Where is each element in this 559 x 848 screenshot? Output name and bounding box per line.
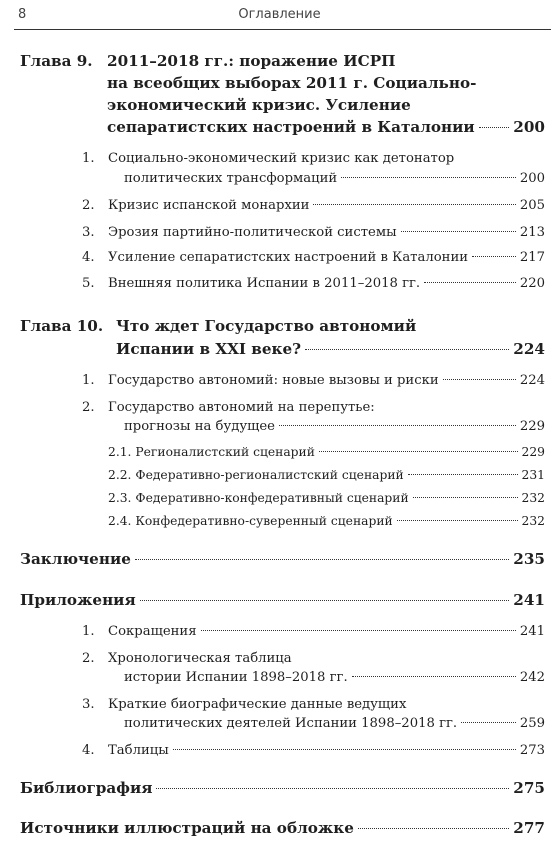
toc-subitem[interactable] xyxy=(108,491,545,505)
leader-dots xyxy=(472,256,516,257)
chapter-9-title-line: экономический кризис. Усиление xyxy=(107,96,411,114)
item-number: 4. xyxy=(82,250,95,265)
item-line: Кризис испанской монархии xyxy=(108,198,310,213)
item-line: Сокращения xyxy=(108,624,197,639)
running-title: Оглавление xyxy=(238,7,321,22)
toc-item[interactable] xyxy=(124,171,545,186)
page-ref: 220 xyxy=(519,276,545,291)
leader-dots xyxy=(397,520,518,521)
toc-subitem[interactable] xyxy=(108,445,545,459)
item-number: 5. xyxy=(82,276,95,291)
toc-item[interactable] xyxy=(108,373,545,388)
page-ref: 277 xyxy=(513,819,545,837)
subitem-label: 2.4. Конфедеративно-суверенный сценарий xyxy=(108,514,393,528)
page-ref: 200 xyxy=(513,118,545,136)
item-line: Эрозия партийно-политической системы xyxy=(108,225,397,240)
toc-item[interactable] xyxy=(108,624,545,639)
item-line: политических трансформаций xyxy=(124,171,338,186)
chapter-9-title-line: сепаратистских настроений в Каталонии xyxy=(107,118,475,136)
item-line: Усиление сепаратистских настроений в Каталонии xyxy=(108,250,469,265)
toc-item[interactable] xyxy=(108,198,545,213)
leader-dots xyxy=(156,788,509,789)
leader-dots xyxy=(461,722,516,723)
item-number: 1. xyxy=(82,373,95,388)
chapter-9-title-line: 2011–2018 гг.: поражение ИСРП xyxy=(107,52,396,70)
toc-item[interactable] xyxy=(108,276,545,291)
page-ref: 200 xyxy=(519,171,545,186)
cover-sources-label: Источники иллюстраций на обложке xyxy=(20,819,354,837)
page-ref: 224 xyxy=(513,340,545,358)
item-line: политических деятелей Испании 1898–2018 гг. xyxy=(124,716,458,731)
item-number: 2. xyxy=(82,198,95,213)
leader-dots xyxy=(401,231,516,232)
running-head xyxy=(0,0,559,30)
item-line: Государство автономий: новые вызовы и риски xyxy=(108,373,439,388)
leader-dots xyxy=(135,559,509,560)
leader-dots xyxy=(305,349,509,350)
page-ref: 241 xyxy=(519,624,545,639)
page-ref: 229 xyxy=(521,445,545,459)
leader-dots xyxy=(358,828,509,829)
page-ref: 213 xyxy=(519,225,545,240)
leader-dots xyxy=(443,379,516,380)
subitem-label: 2.3. Федеративно-конфедеративный сценарий xyxy=(108,491,409,505)
item-line: Хронологическая таблица xyxy=(108,651,292,666)
toc-item[interactable] xyxy=(124,419,545,434)
leader-dots xyxy=(279,425,516,426)
subitem-label: 2.2. Федеративно-регионалистский сценарий xyxy=(108,468,404,482)
leader-dots xyxy=(479,127,510,128)
toc-item[interactable] xyxy=(124,716,545,731)
toc-subitem[interactable] xyxy=(108,468,545,482)
leader-dots xyxy=(201,630,516,631)
item-line: прогнозы на будущее xyxy=(124,419,275,434)
toc-item[interactable] xyxy=(108,250,545,265)
item-number: 4. xyxy=(82,743,95,758)
item-line: Краткие биографические данные ведущих xyxy=(108,697,407,712)
chapter-10-entry[interactable] xyxy=(116,340,545,358)
page-ref: 205 xyxy=(519,198,545,213)
item-line: Государство автономий на перепутье: xyxy=(108,400,375,415)
page-ref: 273 xyxy=(519,743,545,758)
page-ref: 229 xyxy=(519,419,545,434)
toc-item[interactable] xyxy=(108,225,545,240)
leader-dots xyxy=(408,474,518,475)
item-number: 3. xyxy=(82,225,95,240)
chapter-10-label: Глава 10. xyxy=(20,317,104,335)
page-ref: 232 xyxy=(521,491,545,505)
page-number: 8 xyxy=(18,7,27,22)
leader-dots xyxy=(413,497,518,498)
page-ref: 259 xyxy=(519,716,545,731)
conclusion-entry[interactable] xyxy=(20,550,545,568)
item-number: 1. xyxy=(82,624,95,639)
leader-dots xyxy=(313,204,515,205)
item-number: 2. xyxy=(82,400,95,415)
header-rule xyxy=(14,29,551,30)
leader-dots xyxy=(424,282,516,283)
subitem-label: 2.1. Регионалистский сценарий xyxy=(108,445,315,459)
leader-dots xyxy=(173,749,516,750)
cover-sources-entry[interactable] xyxy=(20,819,545,837)
toc-item[interactable] xyxy=(124,670,545,685)
item-line: Внешняя политика Испании в 2011–2018 гг. xyxy=(108,276,421,291)
bibliography-label: Библиография xyxy=(20,779,153,797)
page-ref: 217 xyxy=(519,250,545,265)
conclusion-label: Заключение xyxy=(20,550,131,568)
chapter-9-entry[interactable] xyxy=(107,118,545,136)
leader-dots xyxy=(140,600,510,601)
item-line: Таблицы xyxy=(108,743,169,758)
page-ref: 231 xyxy=(521,468,545,482)
appendices-entry[interactable] xyxy=(20,591,545,609)
chapter-10-title-line: Испании в XXI веке? xyxy=(116,340,302,358)
chapter-9-label: Глава 9. xyxy=(20,52,93,70)
page-ref: 232 xyxy=(521,514,545,528)
page-ref: 275 xyxy=(513,779,545,797)
bibliography-entry[interactable] xyxy=(20,779,545,797)
page-ref: 235 xyxy=(513,550,545,568)
page-ref: 224 xyxy=(519,373,545,388)
appendices-label: Приложения xyxy=(20,591,136,609)
toc-item[interactable] xyxy=(108,743,545,758)
chapter-10-title-line: Что ждет Государство автономий xyxy=(116,317,417,335)
leader-dots xyxy=(319,451,518,452)
item-line: Социально-экономический кризис как детонатор xyxy=(108,151,455,166)
page-ref: 241 xyxy=(513,591,545,609)
page-ref: 242 xyxy=(519,670,545,685)
chapter-9-title-line: на всеобщих выборах 2011 г. Социально- xyxy=(107,74,477,92)
item-number: 2. xyxy=(82,651,95,666)
item-line: истории Испании 1898–2018 гг. xyxy=(124,670,348,685)
leader-dots xyxy=(341,177,516,178)
leader-dots xyxy=(352,676,516,677)
item-number: 1. xyxy=(82,151,95,166)
item-number: 3. xyxy=(82,697,95,712)
toc-subitem[interactable] xyxy=(108,514,545,528)
